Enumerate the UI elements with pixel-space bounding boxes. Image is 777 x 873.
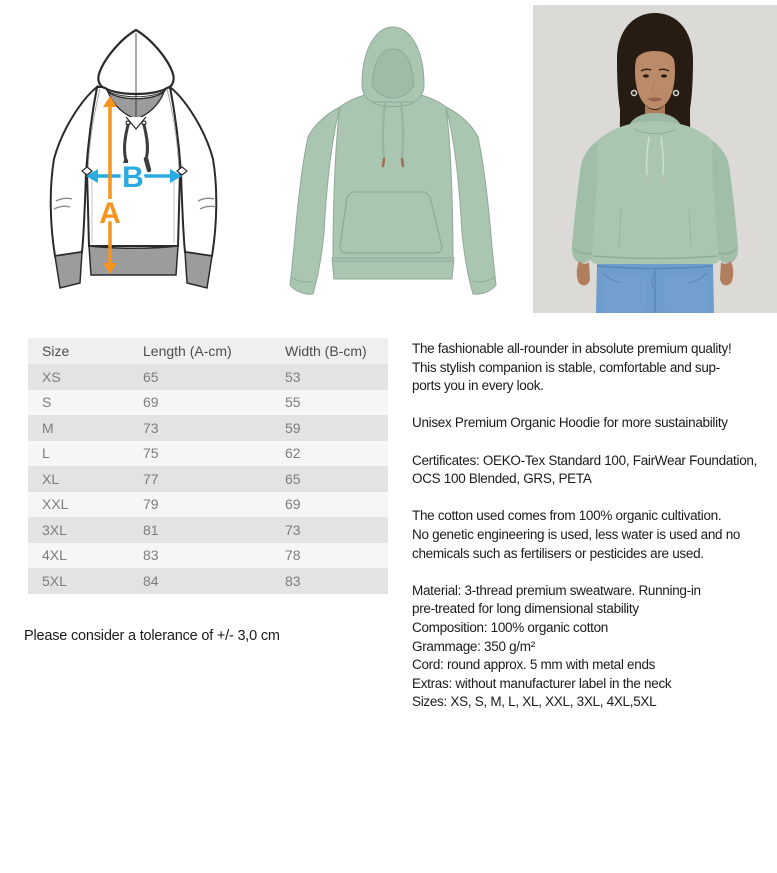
size-cell: M (42, 419, 54, 436)
description-line: Grammage: 350 g/m² (412, 638, 535, 654)
table-row (28, 415, 388, 441)
product-description (412, 340, 772, 712)
width-cell: 69 (285, 496, 301, 513)
description-paragraph (412, 507, 772, 563)
description-line: Material: 3-thread premium sweatware. Running-in (412, 582, 701, 598)
description-line: No genetic engineering is used, less water is used and no (412, 526, 741, 542)
size-cell: 5XL (42, 572, 67, 589)
hoodie-measurement-icon (40, 25, 230, 295)
tolerance-note: Please consider a tolerance of +/- 3,0 cm (24, 628, 280, 644)
length-cell: 69 (143, 394, 159, 411)
size-measurement-diagram (40, 25, 230, 295)
length-cell: 84 (143, 572, 159, 589)
column-header-length: Length (A-cm) (143, 343, 232, 359)
size-cell: XL (42, 470, 60, 487)
table-row (28, 466, 388, 492)
size-cell: S (42, 394, 52, 411)
description-line: ports you in every look. (412, 378, 544, 394)
width-cell: 55 (285, 394, 301, 411)
column-header-size: Size (42, 343, 70, 359)
description-line: Cord: round approx. 5 mm with metal ends (412, 657, 656, 673)
length-cell: 77 (143, 470, 159, 487)
size-cell: L (42, 445, 50, 462)
description-paragraph (412, 340, 772, 396)
length-cell: 81 (143, 521, 159, 538)
length-cell: 83 (143, 547, 159, 564)
size-cell: XS (42, 368, 61, 385)
table-row (28, 441, 388, 467)
description-line: Sizes: XS, S, M, L, XL, XXL, 3XL, 4XL,5XL (412, 694, 657, 710)
description-line: chemicals such as fertilisers or pesticides are used. (412, 545, 704, 561)
width-cell: 65 (285, 470, 301, 487)
model-wearing-hoodie-image (533, 5, 777, 313)
size-cell: 3XL (42, 521, 67, 538)
table-row (28, 364, 388, 390)
table-row (28, 543, 388, 569)
length-cell: 75 (143, 445, 159, 462)
description-paragraph (412, 414, 772, 433)
size-table-header (28, 338, 388, 364)
width-cell: 62 (285, 445, 301, 462)
width-label-b: B (122, 161, 144, 194)
width-cell: 78 (285, 547, 301, 564)
description-paragraph (412, 582, 772, 712)
length-cell: 73 (143, 419, 159, 436)
product-photo-hoodie (278, 15, 508, 315)
width-cell: 53 (285, 368, 301, 385)
table-row (28, 492, 388, 518)
description-line: Certificates: OEKO-Tex Standard 100, FairWear Foundation, (412, 452, 758, 468)
description-line: Composition: 100% organic cotton (412, 619, 609, 635)
width-cell: 73 (285, 521, 301, 538)
size-cell: 4XL (42, 547, 67, 564)
description-line: OCS 100 Blended, GRS, PETA (412, 471, 592, 487)
table-row (28, 390, 388, 416)
description-line: Unisex Premium Organic Hoodie for more sustainability (412, 415, 728, 431)
width-cell: 59 (285, 419, 301, 436)
length-label-a: A (99, 197, 121, 230)
description-line: The cotton used comes from 100% organic cultivation. (412, 508, 722, 524)
size-table (28, 338, 388, 594)
description-line: pre-treated for long dimensional stability (412, 601, 639, 617)
description-paragraph (412, 452, 772, 489)
description-line: The fashionable all-rounder in absolute premium quality! (412, 341, 732, 356)
description-line: Extras: without manufacturer label in the neck (412, 675, 672, 691)
model-photo (533, 5, 777, 313)
table-row (28, 568, 388, 594)
width-cell: 83 (285, 572, 301, 589)
description-line: This stylish companion is stable, comfortable and sup- (412, 359, 720, 375)
hoodie-product-image (278, 15, 508, 315)
table-row (28, 517, 388, 543)
size-cell: XXL (42, 496, 69, 513)
length-cell: 65 (143, 368, 159, 385)
column-header-width: Width (B-cm) (285, 343, 367, 359)
length-cell: 79 (143, 496, 159, 513)
